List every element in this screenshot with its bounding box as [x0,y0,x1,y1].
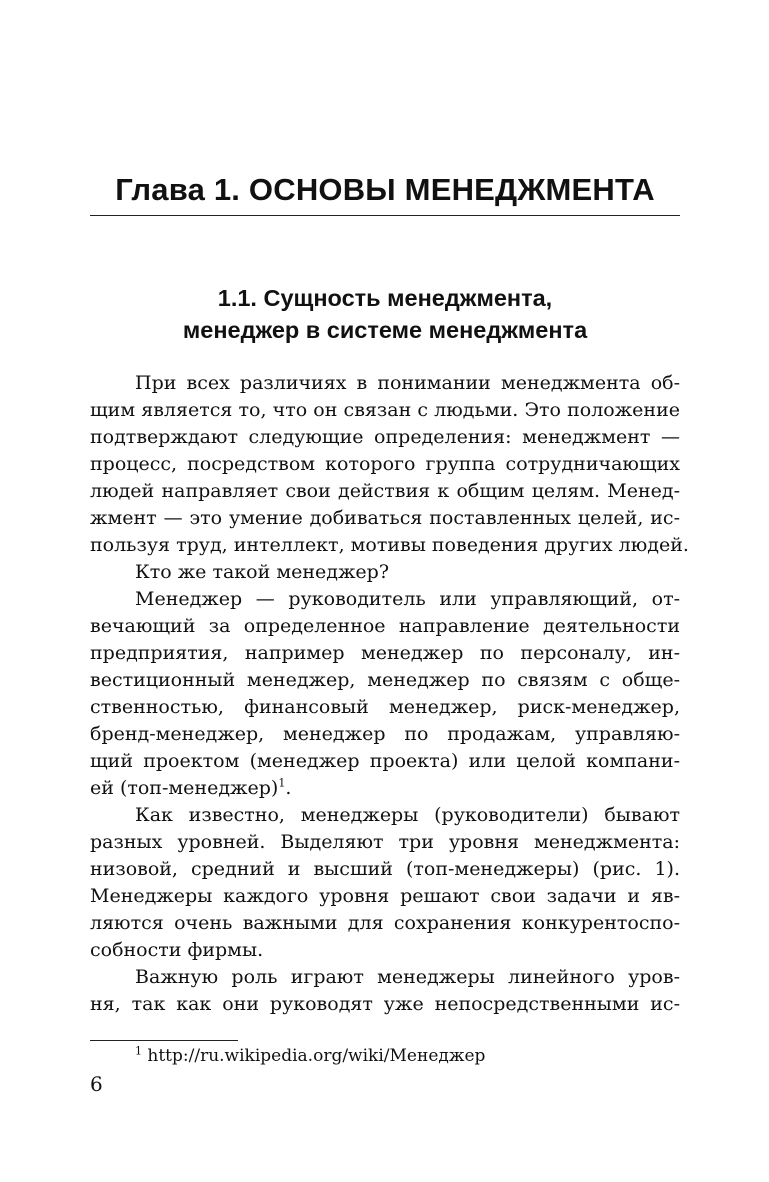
text-line: вечающий за определенное направление деятельности [90,615,680,637]
footnote [135,1044,485,1068]
page-number: 6 [90,1072,103,1096]
chapter-divider [90,215,680,216]
text-line: Менеджеры каждого уровня решают свои задачи и яв- [90,885,680,907]
text-line: Важную роль играют менеджеры линейного уров- [135,966,680,988]
chapter-title: Глава 1. ОСНОВЫ МЕНЕДЖМЕНТА [115,172,655,207]
text-line: Кто же такой менеджер? [135,561,390,583]
text-line: ственностью, финансовый менеджер, риск-менеджер, [90,696,680,718]
section-title-line-2: менеджер в системе менеджмента [182,317,588,343]
text-line: Менеджер — руководитель или управляющий, от- [135,588,680,610]
text-line: ня, так как они руководят уже непосредственными ис- [90,993,680,1015]
text-line: Как известно, менеджеры (руководители) бывают [135,804,680,826]
footnote-divider [90,1040,238,1041]
text-line: предприятия, например менеджер по персоналу, ин- [90,642,680,664]
footnote-number: 1 [135,1044,142,1058]
text-line: щий проектом (менеджер проекта) или целой компани- [90,750,680,772]
text-line: людей направляет свои действия к общим целям. Менед- [90,480,680,502]
section-title-line-1: 1.1. Сущность менеджмента, [217,285,553,311]
text-line: ляются очень важными для сохранения конкурентоспо- [90,912,680,934]
footnote-reference[interactable]: 1 [278,776,286,790]
text-line: разных уровней. Выделяют три уровня менеджмента: [90,831,680,853]
text-line: подтверждают следующие определения: менеджмент — [90,426,680,448]
text-line: процесс, посредством которого группа сотрудничающих [90,453,680,475]
text-line-with-footnote [90,775,680,802]
text-line: жмент — это умение добиваться поставленных целей, ис- [90,507,680,529]
text-line: вестиционный менеджер, менеджер по связям с обще- [90,669,680,691]
footnote-link[interactable]: http://ru.wikipedia.org/wiki/Менеджер [147,1046,486,1066]
text-line: щим является то, что он связан с людьми. Это положение [90,399,680,421]
text-line: При всех различиях в понимании менеджмента об- [135,372,680,394]
text-line: низовой, средний и высший (топ-менеджеры) (рис. 1). [90,858,680,880]
body-text [90,370,689,1018]
section-title [90,282,680,346]
text-line: собности фирмы. [90,939,264,961]
sentence-period: . [285,777,292,799]
text-line: бренд-менеджер, менеджер по продажам, управляю- [90,723,680,745]
text-line-content: ей (топ-менеджер) [90,777,279,799]
text-line: пользуя труд, интеллект, мотивы поведения других людей. [90,534,689,556]
